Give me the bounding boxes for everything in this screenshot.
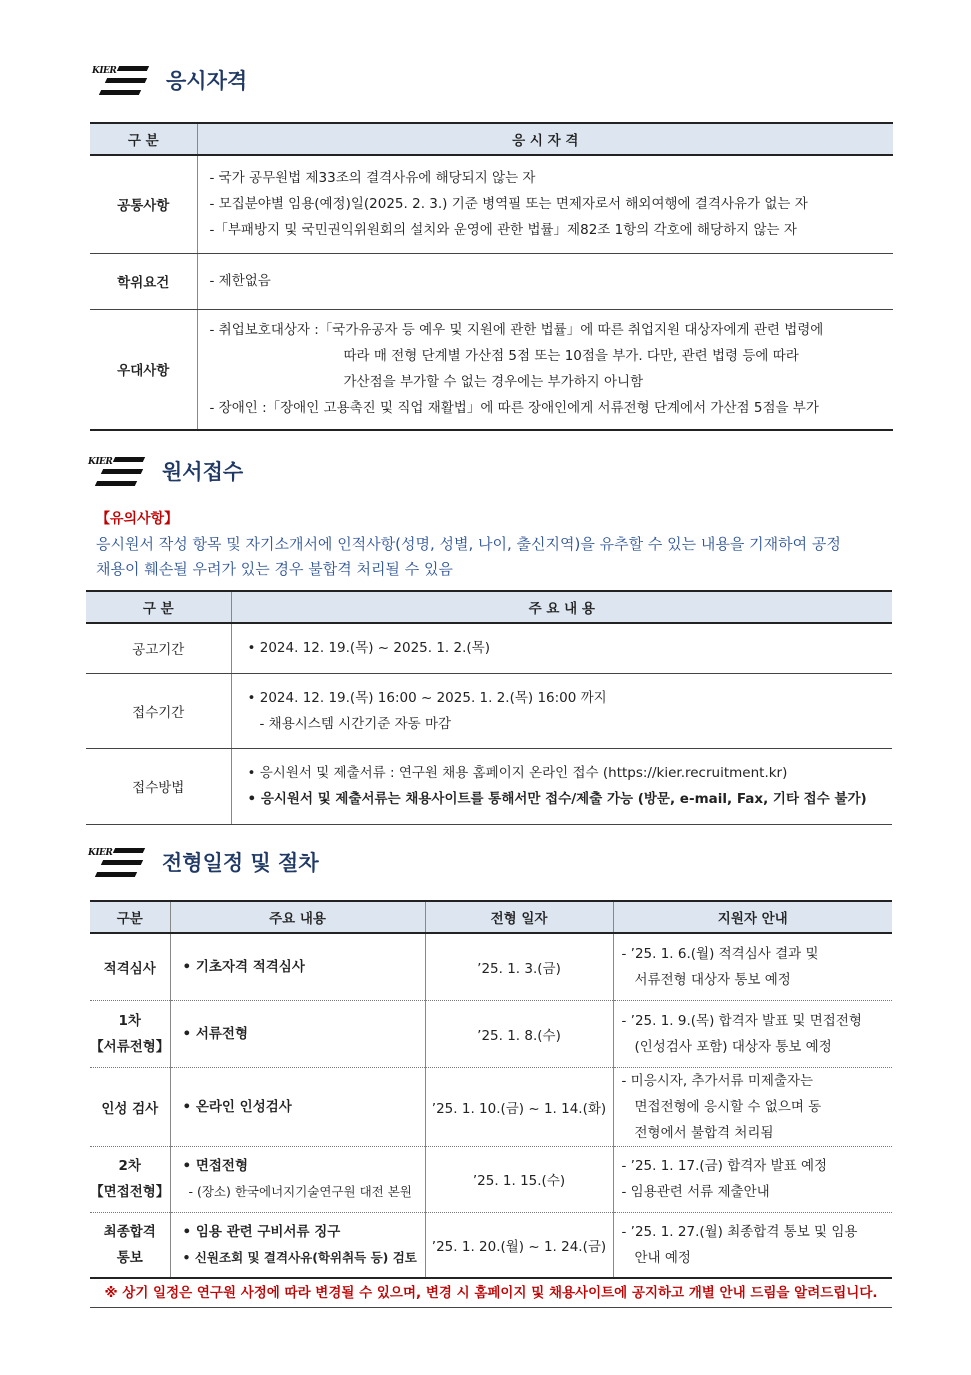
row-content bbox=[197, 253, 893, 309]
content-line: • 응시원서 및 제출서류 : 연구원 채용 홈페이지 온라인 접수 (https://kier.recruitment.kr) bbox=[247, 765, 788, 781]
content-line: - 취업보호대상자 :「국가유공자 등 예우 및 지원에 관한 법률」에 따른 취업지원 대상자에게 관련 법령에 bbox=[209, 322, 824, 339]
row-label bbox=[90, 1000, 170, 1067]
content-line: - (장소) 한국에너지기술연구원 대전 본원 bbox=[188, 1184, 412, 1199]
content-line: • 2024. 12. 19.(목) ~ 2025. 1. 2.(목) bbox=[247, 640, 490, 657]
guide-line: 서류전형 대상자 통보 예정 bbox=[634, 971, 791, 988]
content-line: • 기초자격 적격심사 bbox=[182, 958, 305, 975]
guide-line: - 미응시자, 추가서류 미제출자는 bbox=[621, 1072, 814, 1089]
table-row bbox=[86, 673, 892, 748]
table-header: 구 분 bbox=[86, 591, 231, 623]
table-header: 주 요 내 용 bbox=[231, 591, 892, 623]
row-content bbox=[170, 1212, 425, 1278]
row-label: 학위요건 bbox=[90, 253, 197, 309]
content-line: -「부패방지 및 국민권익위원회의 설치와 운영에 관한 법률」제82조 1항의 각호에 해당하지 않는 자 bbox=[209, 222, 797, 239]
row-content bbox=[170, 933, 425, 1000]
row-label bbox=[90, 933, 170, 1000]
row-guide bbox=[613, 1000, 892, 1067]
row-label: 공고기간 bbox=[86, 623, 231, 673]
guide-line: 안내 예정 bbox=[634, 1249, 691, 1266]
row-content bbox=[197, 309, 893, 430]
content-line: - 모집분야별 임용(예정)일(2025. 2. 3.) 기준 병역필 또는 면제자로서 해외여행에 결격사유가 없는 자 bbox=[209, 196, 808, 213]
label-line: 인성 검사 bbox=[101, 1100, 159, 1117]
table-row bbox=[90, 1212, 892, 1278]
label-line: 【면접전형】 bbox=[90, 1184, 170, 1200]
guide-line: (인성검사 포함) 대상자 통보 예정 bbox=[634, 1038, 832, 1055]
table-row bbox=[90, 1067, 892, 1146]
row-date: ’25. 1. 10.(금) ~ 1. 14.(화) bbox=[425, 1067, 613, 1146]
table-row bbox=[90, 933, 892, 1000]
guide-line: 전형에서 불합격 처리됨 bbox=[634, 1124, 774, 1141]
guide-line: - ’25. 1. 27.(월) 최종합격 통보 및 임용 bbox=[621, 1223, 858, 1240]
row-date: ’25. 1. 8.(수) bbox=[425, 1000, 613, 1067]
label-line: 최종합격 bbox=[103, 1223, 156, 1240]
content-line: • 임용 관련 구비서류 징구 bbox=[182, 1223, 341, 1240]
section-header-schedule bbox=[88, 844, 319, 880]
guide-line: - ’25. 1. 9.(목) 합격자 발표 및 면접전형 bbox=[621, 1012, 862, 1029]
table-header: 주요 내용 bbox=[170, 901, 425, 933]
content-line: • 2024. 12. 19.(목) 16:00 ~ 2025. 1. 2.(목) 16:00 까지 bbox=[247, 689, 607, 706]
table-row bbox=[90, 1000, 892, 1067]
label-line: 【서류전형】 bbox=[90, 1038, 170, 1055]
table-row bbox=[90, 309, 893, 430]
row-content bbox=[231, 623, 892, 673]
kier-logo-icon: KIER bbox=[88, 844, 150, 880]
section-title: 원서접수 bbox=[162, 460, 244, 484]
kier-logo-icon: KIER bbox=[92, 62, 154, 98]
table-header: 지원자 안내 bbox=[613, 901, 892, 933]
row-content bbox=[170, 1146, 425, 1212]
notice-text bbox=[96, 532, 896, 582]
section-title: 전형일정 및 절차 bbox=[162, 851, 319, 875]
content-line: • 면접전형 bbox=[182, 1158, 248, 1174]
row-label: 우대사항 bbox=[90, 309, 197, 430]
row-content bbox=[231, 748, 892, 824]
content-line: • 응시원서 및 제출서류는 채용사이트를 통해서만 접수/제출 가능 (방문, e-mail, Fax, 기타 접수 불가) bbox=[247, 791, 867, 807]
table-row bbox=[86, 623, 892, 673]
section-header-qualification bbox=[92, 62, 247, 98]
label-line: 적격심사 bbox=[103, 960, 156, 977]
row-date: ’25. 1. 20.(월) ~ 1. 24.(금) bbox=[425, 1212, 613, 1278]
guide-line: - 임용관련 서류 제출안내 bbox=[621, 1184, 770, 1200]
label-line: 2차 bbox=[118, 1158, 141, 1174]
guide-line: 면접전형에 응시할 수 없으며 동 bbox=[634, 1098, 822, 1115]
content-line: 따라 매 전형 단계별 가산점 5점 또는 10점을 부가. 다만, 관련 법령 등에 따라 bbox=[343, 348, 799, 365]
row-label: 접수기간 bbox=[86, 673, 231, 748]
receipt-table bbox=[86, 590, 892, 825]
content-line: • 서류전형 bbox=[182, 1025, 248, 1042]
table-row bbox=[90, 1146, 892, 1212]
row-label bbox=[90, 1212, 170, 1278]
table-header: 전형 일자 bbox=[425, 901, 613, 933]
label-line: 통보 bbox=[116, 1249, 143, 1266]
notice-label: 【유의사항】 bbox=[96, 511, 179, 527]
row-guide bbox=[613, 1146, 892, 1212]
table-header: 구 분 bbox=[90, 123, 197, 155]
guide-line: - ’25. 1. 6.(월) 적격심사 결과 및 bbox=[621, 945, 819, 962]
row-content bbox=[231, 673, 892, 748]
table-header: 응 시 자 격 bbox=[197, 123, 893, 155]
table-row bbox=[86, 748, 892, 824]
table-header: 구분 bbox=[90, 901, 170, 933]
table-row bbox=[90, 253, 893, 309]
row-content bbox=[197, 155, 893, 253]
row-guide bbox=[613, 933, 892, 1000]
notice-line: 응시원서 작성 항목 및 자기소개서에 인적사항(성명, 성별, 나이, 출신지역)을 유추할 수 있는 내용을 기재하여 공정 bbox=[96, 535, 841, 553]
row-date: ’25. 1. 15.(수) bbox=[425, 1146, 613, 1212]
row-guide bbox=[613, 1067, 892, 1146]
content-line: • 온라인 인성검사 bbox=[182, 1098, 292, 1115]
row-label: 공통사항 bbox=[90, 155, 197, 253]
section-header-application bbox=[88, 453, 243, 489]
notice-line: 채용이 훼손될 우려가 있는 경우 불합격 처리될 수 있음 bbox=[96, 560, 453, 578]
section-title: 응시자격 bbox=[166, 69, 248, 93]
content-line: 가산점을 부가할 수 없는 경우에는 부가하지 아니함 bbox=[343, 374, 644, 391]
label-line: 1차 bbox=[118, 1012, 141, 1029]
content-line: - 제한없음 bbox=[209, 273, 271, 289]
footer-note: ※ 상기 일정은 연구원 사정에 따라 변경될 수 있으며, 변경 시 홈페이지 및 채용사이트에 공지하고 개별 안내 드림을 알려드립니다. bbox=[90, 1281, 892, 1308]
content-line: - 장애인 :「장애인 고용촉진 및 직업 재활법」에 따른 장애인에게 서류전형 단계에서 가산점 5점을 부가 bbox=[209, 400, 819, 417]
row-label: 접수방법 bbox=[86, 748, 231, 824]
schedule-table bbox=[90, 900, 892, 1279]
qualification-table bbox=[90, 122, 893, 431]
row-content bbox=[170, 1000, 425, 1067]
kier-logo-icon: KIER bbox=[88, 453, 150, 489]
row-content bbox=[170, 1067, 425, 1146]
content-line: • 신원조회 및 결격사유(학위취득 등) 검토 bbox=[182, 1249, 417, 1265]
row-date: ’25. 1. 3.(금) bbox=[425, 933, 613, 1000]
row-label bbox=[90, 1067, 170, 1146]
row-guide bbox=[613, 1212, 892, 1278]
guide-line: - ’25. 1. 17.(금) 합격자 발표 예정 bbox=[621, 1158, 828, 1174]
row-label bbox=[90, 1146, 170, 1212]
content-line: - 국가 공무원법 제33조의 결격사유에 해당되지 않는 자 bbox=[209, 170, 536, 187]
table-row bbox=[90, 155, 893, 253]
content-line: - 채용시스템 시간기준 자동 마감 bbox=[259, 715, 452, 732]
